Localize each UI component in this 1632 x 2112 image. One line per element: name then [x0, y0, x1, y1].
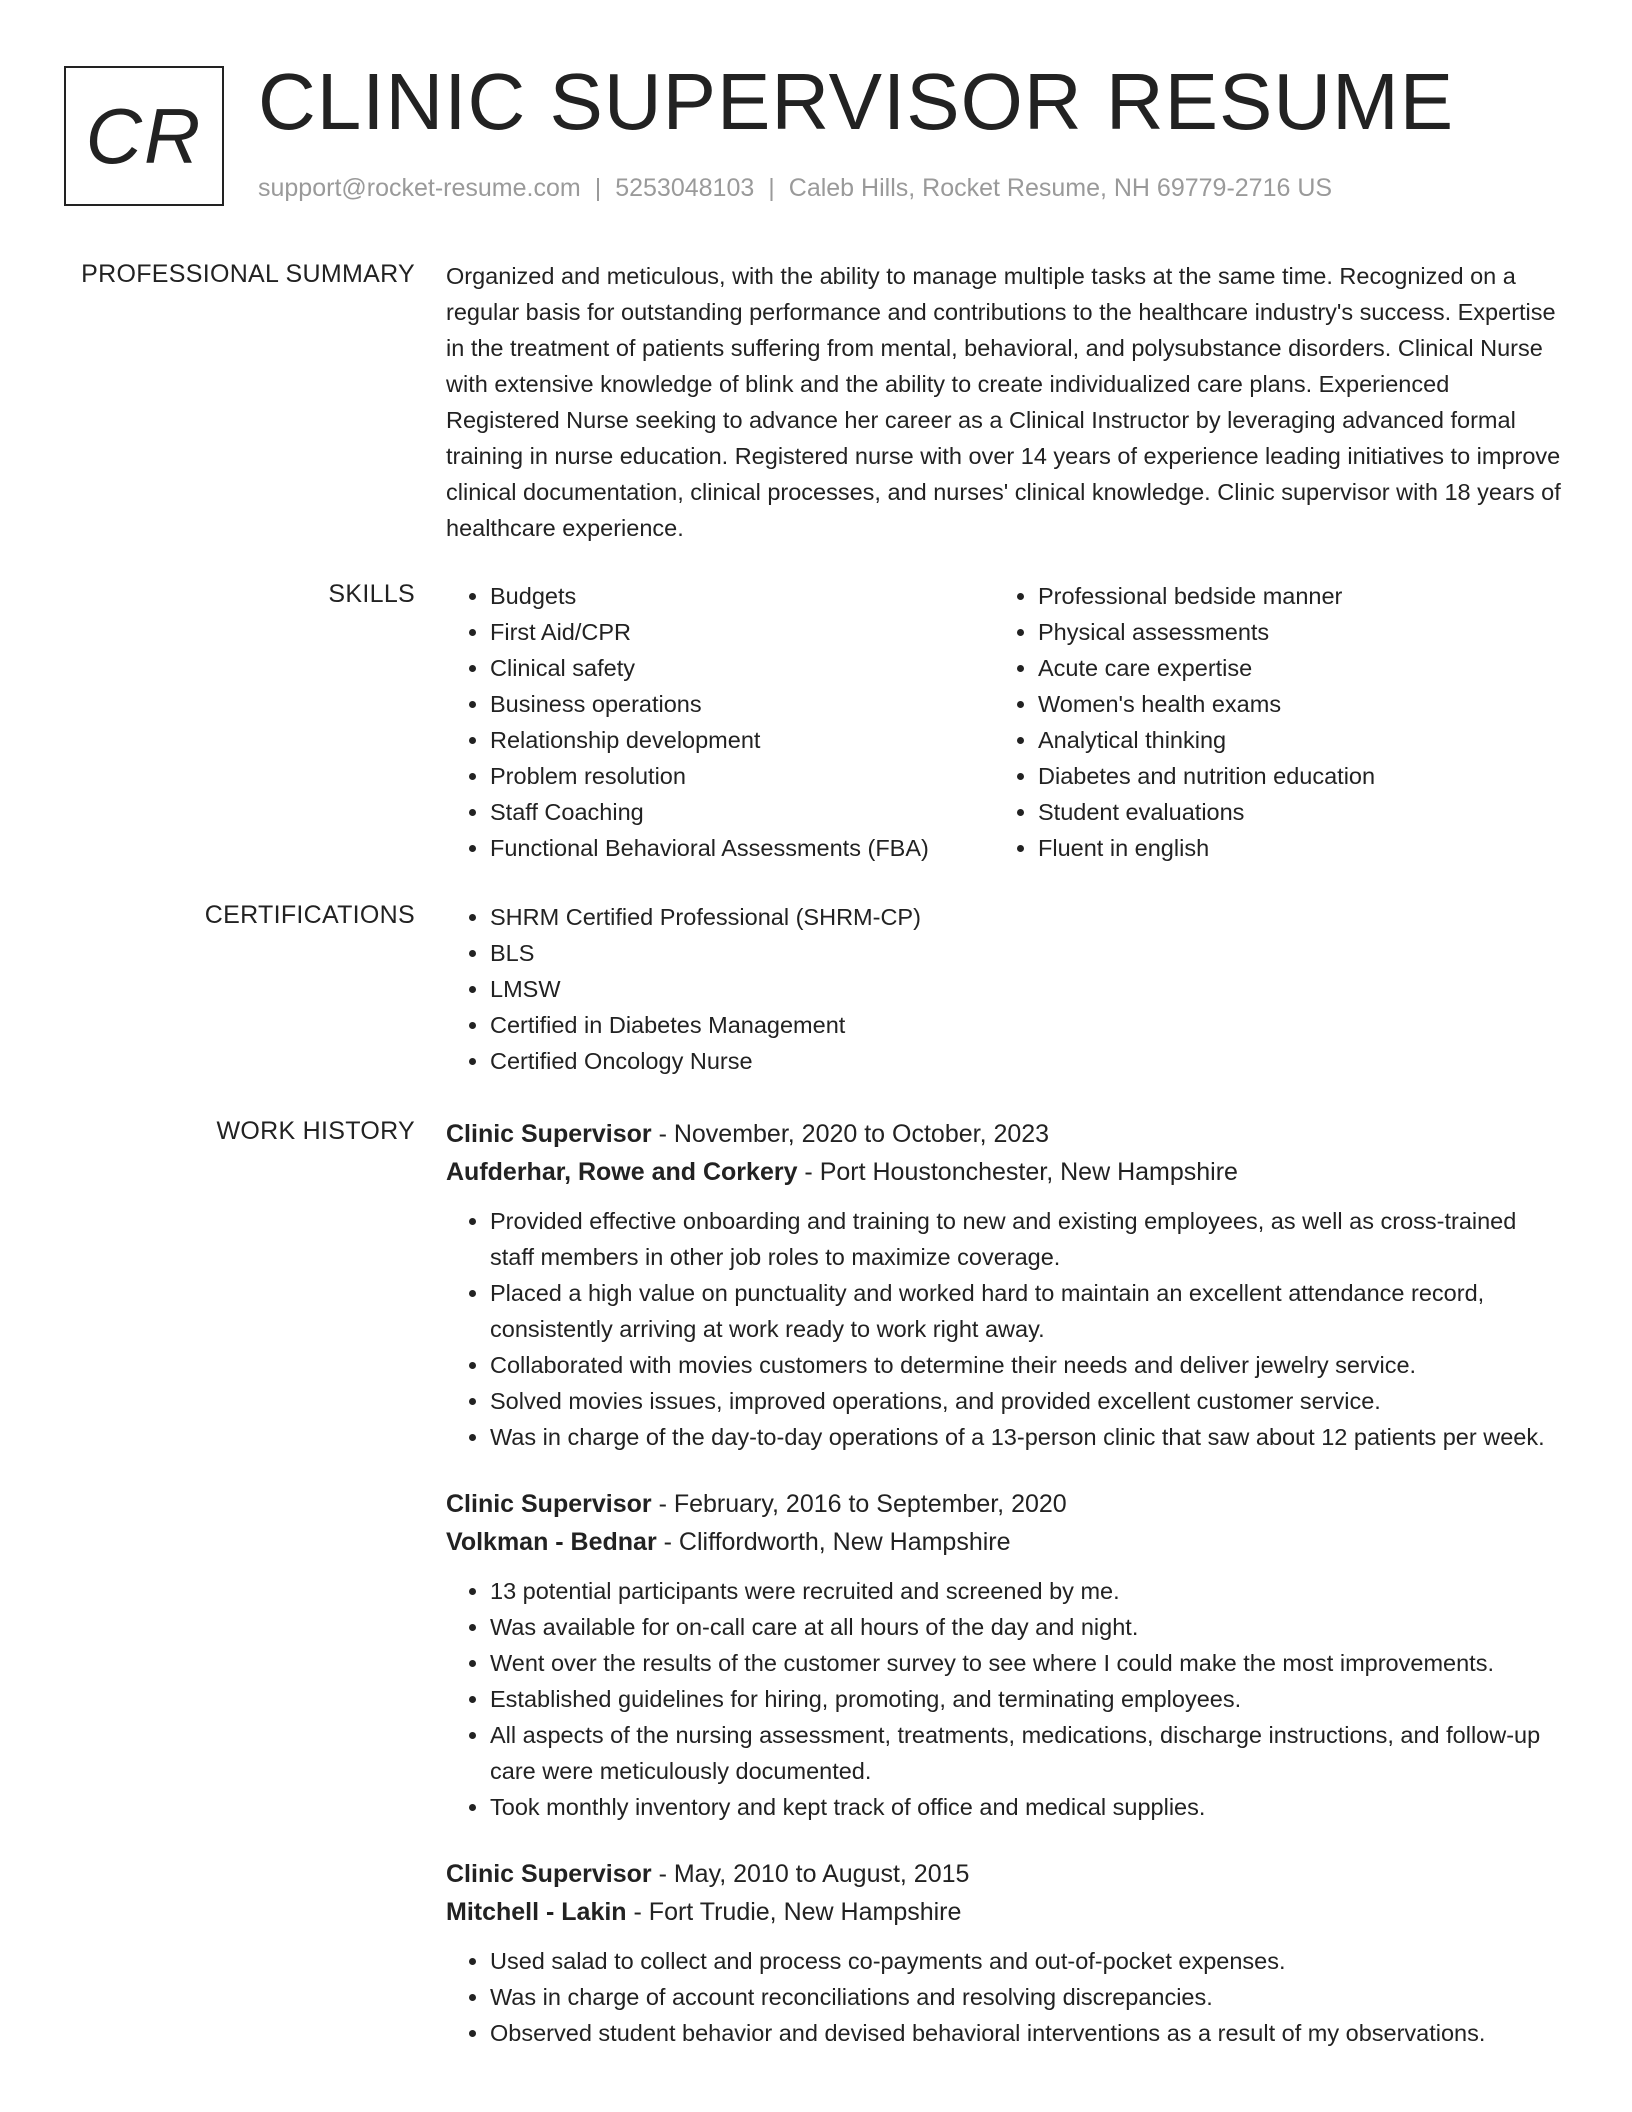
contact-line — [258, 174, 1332, 203]
job-title-line — [446, 1855, 1566, 1893]
skills-body — [446, 578, 1566, 866]
job-bullets — [446, 1203, 1566, 1455]
job-title-line — [446, 1485, 1566, 1523]
certification-item: • Certified Oncology Nurse — [490, 1043, 1566, 1079]
job-bullet: • Used salad to collect and process co-payments and out-of-pocket expenses. — [490, 1943, 1566, 1979]
monogram-box — [64, 66, 224, 206]
contact-phone: 5253048103 — [615, 174, 755, 202]
certifications-body — [446, 899, 1566, 1079]
job-bullet: • Provided effective onboarding and training to new and existing employees, as well as cross-trained staff members in other job roles to maximize coverage. — [490, 1203, 1566, 1275]
job-title: Clinic Supervisor — [446, 1120, 652, 1148]
job-entry — [446, 1115, 1566, 1455]
job-bullets — [446, 1943, 1566, 2051]
job-entry — [446, 1485, 1566, 1825]
job-bullet: • Was in charge of account reconciliations and resolving discrepancies. — [490, 1979, 1566, 2015]
skills-heading: SKILLS — [328, 580, 415, 608]
contact-email: support@rocket-resume.com — [258, 174, 581, 202]
work-history-heading: WORK HISTORY — [216, 1117, 415, 1145]
job-company: Aufderhar, Rowe and Corkery — [446, 1158, 798, 1186]
certification-item: • LMSW — [490, 971, 1566, 1007]
resume-title: CLINIC SUPERVISOR RESUME — [258, 57, 1455, 146]
job-company: Volkman - Bednar — [446, 1528, 657, 1556]
skill-item: • Professional bedside manner — [1038, 578, 1542, 614]
skill-item: • Business operations — [490, 686, 994, 722]
certification-item: • SHRM Certified Professional (SHRM-CP) — [490, 899, 1566, 935]
job-title-line — [446, 1115, 1566, 1153]
skill-item: • Fluent in english — [1038, 830, 1542, 866]
skill-item: • Women's health exams — [1038, 686, 1542, 722]
job-dates: - November, 2020 to October, 2023 — [651, 1120, 1050, 1148]
summary-heading: PROFESSIONAL SUMMARY — [81, 260, 415, 288]
job-dates: - May, 2010 to August, 2015 — [651, 1860, 970, 1888]
job-title: Clinic Supervisor — [446, 1490, 652, 1518]
skill-item: • Budgets — [490, 578, 994, 614]
job-bullet: • Placed a high value on punctuality and worked hard to maintain an excellent attendance record, consistently arriving at work ready to work right away. — [490, 1275, 1566, 1347]
skill-item: • Functional Behavioral Assessments (FBA) — [490, 830, 994, 866]
job-bullet: • Observed student behavior and devised behavioral interventions as a result of my observations. — [490, 2015, 1566, 2051]
job-company-line — [446, 1523, 1566, 1561]
skills-column-left — [446, 578, 994, 866]
job-bullet: • Established guidelines for hiring, promoting, and terminating employees. — [490, 1681, 1566, 1717]
skill-item: • Physical assessments — [1038, 614, 1542, 650]
job-bullet: • Collaborated with movies customers to determine their needs and deliver jewelry service. — [490, 1347, 1566, 1383]
contact-separator: | — [768, 174, 775, 202]
skill-item: • Staff Coaching — [490, 794, 994, 830]
monogram-initials: CR — [85, 91, 203, 180]
skill-item: • Analytical thinking — [1038, 722, 1542, 758]
job-bullet: • Was in charge of the day-to-day operations of a 13-person clinic that saw about 12 patients per week. — [490, 1419, 1566, 1455]
certification-item: • BLS — [490, 935, 1566, 971]
job-dates: - February, 2016 to September, 2020 — [651, 1490, 1067, 1518]
certification-item: • Certified in Diabetes Management — [490, 1007, 1566, 1043]
job-company: Mitchell - Lakin — [446, 1898, 627, 1926]
contact-separator: | — [594, 174, 602, 202]
skills-column-right — [994, 578, 1542, 866]
skill-item: • Diabetes and nutrition education — [1038, 758, 1542, 794]
skill-item: • Acute care expertise — [1038, 650, 1542, 686]
skill-item: • Clinical safety — [490, 650, 994, 686]
skill-item: • Problem resolution — [490, 758, 994, 794]
job-location: - Cliffordworth, New Hampshire — [656, 1528, 1011, 1556]
job-company-line — [446, 1893, 1566, 1931]
job-bullets — [446, 1573, 1566, 1825]
job-bullet: • Solved movies issues, improved operations, and provided excellent customer service. — [490, 1383, 1566, 1419]
job-location: - Port Houstonchester, New Hampshire — [797, 1158, 1238, 1186]
job-bullet: • Took monthly inventory and kept track of office and medical supplies. — [490, 1789, 1566, 1825]
work-history-body — [446, 1115, 1566, 2081]
skill-item: • Relationship development — [490, 722, 994, 758]
certifications-heading: CERTIFICATIONS — [204, 901, 415, 929]
job-title: Clinic Supervisor — [446, 1860, 652, 1888]
skill-item: • Student evaluations — [1038, 794, 1542, 830]
job-bullet: • 13 potential participants were recruited and screened by me. — [490, 1573, 1566, 1609]
job-bullet: • Went over the results of the customer survey to see where I could make the most improvements. — [490, 1645, 1566, 1681]
job-entry — [446, 1855, 1566, 2051]
summary-text: Organized and meticulous, with the ability to manage multiple tasks at the same time. Recognized on a regular basis for outstanding performance and contributions to the healthcare industry's success. Expertise in the treatment of patients suffering from mental, behavioral, and polysubstance disorders. Clinical Nurse with extensive knowledge of blink and the ability to create individualized care plans. Experienced Registered Nurse seeking to advance her career as a Clinical Instructor by leveraging advanced formal training in nurse education. Registered nurse with over 14 years of experience leading initiatives to improve clinical documentation, clinical processes, and nurses' clinical knowledge. Clinic supervisor with 18 years of healthcare experience. — [446, 263, 1561, 541]
job-location: - Fort Trudie, New Hampshire — [626, 1898, 962, 1926]
summary-body — [446, 258, 1566, 546]
job-bullet: • All aspects of the nursing assessment, treatments, medications, discharge instructions, and follow-up care were meticulously documented. — [490, 1717, 1566, 1789]
job-bullet: • Was available for on-call care at all hours of the day and night. — [490, 1609, 1566, 1645]
contact-address: Caleb Hills, Rocket Resume, NH 69779-2716 US — [788, 174, 1333, 202]
job-company-line — [446, 1153, 1566, 1191]
skill-item: • First Aid/CPR — [490, 614, 994, 650]
